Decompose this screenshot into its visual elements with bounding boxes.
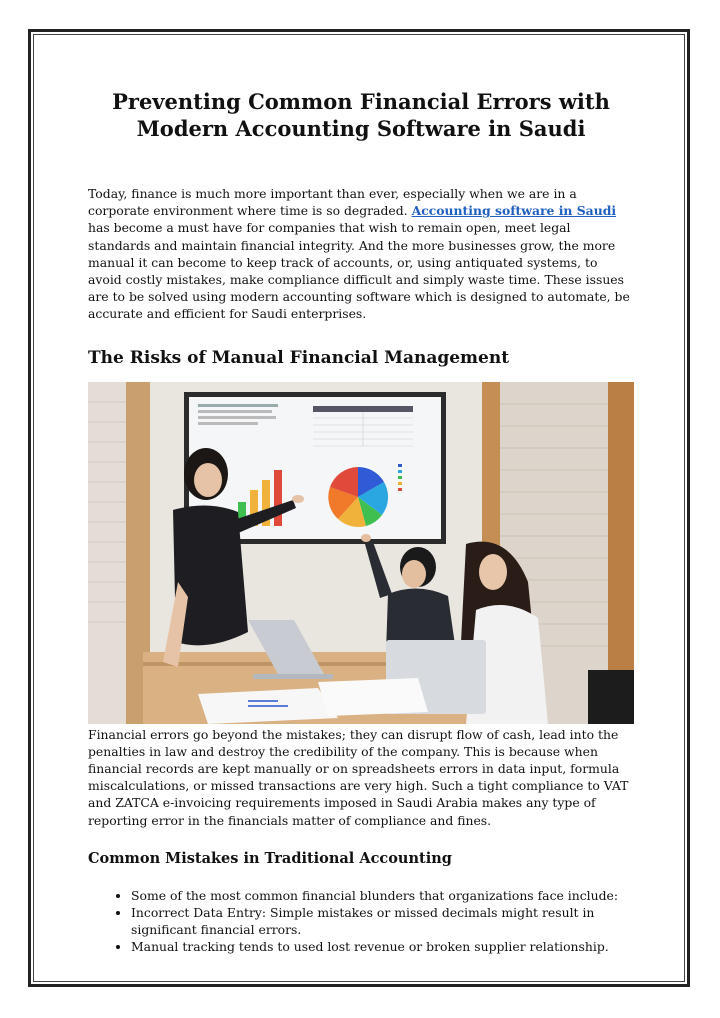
list-item: • Manual tracking tends to used lost revenue or broken supplier relationship. [131,938,634,955]
intro-text-end: has become a must have for companies that wish to remain open, meet legal standards and maintain financial integrity. And the more businesses grow, the more manual it can become to keep track of accounts, or, using antiquated systems, to avoid costly mistakes, make compliance difficult and simply waste time. These issues are to be solved using modern accounting software which is designed to automate, be accurate and efficient for Saudi enterprises. [88,220,630,322]
list-item: • Incorrect Data Entry: Simple mistakes or missed decimals might result in significant financial errors. [131,904,634,938]
intro-text-start: Today, finance is much more important than ever, especially when we are in a corporate environment where time is so degraded. [88,186,577,219]
document-title: Preventing Common Financial Errors with Modern Accounting Software in Saudi [112,89,610,141]
section-heading-mistakes: Common Mistakes in Traditional Accounting [88,849,452,867]
section-heading-risks: The Risks of Manual Financial Management [88,347,510,368]
office-presentation-photo [88,382,634,724]
accounting-software-link[interactable]: Accounting software in Saudi [411,203,617,219]
mistakes-list [88,887,634,956]
list-item: • Some of the most common financial blunders that organizations face include: [131,887,634,904]
document-body [88,88,634,956]
risks-paragraph: Financial errors go beyond the mistakes; they can disrupt flow of cash, lead into the penalties in law and destroy the credibility of the company. This is because when financial records are kept manually or on spreadsheets errors in data input, formula miscalculations, or missed transactions are very high. Such a tight compliance to VAT and ZATCA e-invoicing requirements imposed in Saudi Arabia makes any type of reporting error in the financials matter of compliance and fines. [88,726,629,828]
intro-paragraph [88,185,634,323]
